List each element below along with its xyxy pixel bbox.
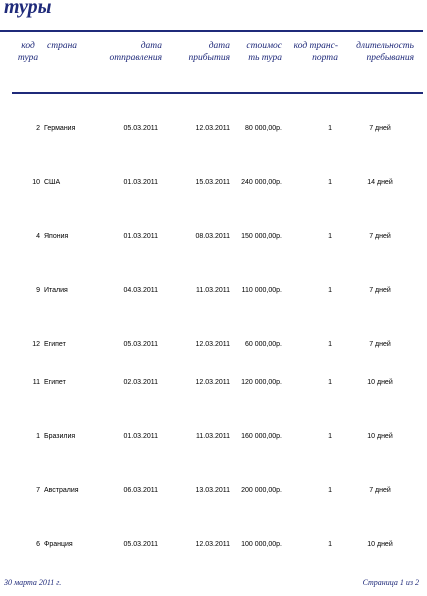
cell-tour-code: 9: [36, 287, 40, 294]
cell-arrival: 08.03.2011: [195, 233, 230, 240]
cell-country: США: [44, 179, 61, 186]
page-number: Страница 1 из 2: [362, 578, 419, 587]
cell-cost: 240 000,00р.: [241, 179, 282, 186]
cell-transport-code: 1: [328, 433, 332, 440]
column-header-transport: код транс- порта: [293, 41, 338, 63]
cell-departure: 05.03.2011: [123, 541, 158, 548]
column-header-departure: дата отправления: [109, 41, 162, 63]
cell-arrival: 11.03.2011: [196, 433, 230, 440]
cell-duration: 7 дней: [369, 341, 391, 348]
cell-transport-code: 1: [328, 179, 332, 186]
cell-tour-code: 10: [32, 179, 40, 186]
cell-duration: 10 дней: [367, 541, 393, 548]
cell-tour-code: 2: [36, 125, 40, 132]
column-header-cost: стоимос ть тура: [246, 41, 282, 63]
cell-country: Германия: [44, 125, 76, 132]
cell-arrival: 15.03.2011: [195, 179, 230, 186]
column-header-tour-code: код тура: [17, 41, 39, 63]
cell-country: Австралия: [44, 487, 79, 494]
cell-transport-code: 1: [328, 287, 332, 294]
column-header-country: страна: [47, 41, 78, 51]
cell-transport-code: 1: [328, 379, 332, 386]
cell-duration: 10 дней: [367, 433, 393, 440]
cell-tour-code: 1: [36, 433, 40, 440]
report-title: туры: [4, 0, 52, 18]
cell-arrival: 11.03.2011: [196, 287, 230, 294]
cell-duration: 7 дней: [369, 233, 391, 240]
cell-duration: 10 дней: [367, 379, 393, 386]
title-divider: [0, 30, 423, 32]
cell-transport-code: 1: [328, 125, 332, 132]
cell-tour-code: 6: [36, 541, 40, 548]
cell-transport-code: 1: [328, 487, 332, 494]
cell-cost: 100 000,00р.: [241, 541, 282, 548]
cell-duration: 14 дней: [367, 179, 393, 186]
cell-departure: 01.03.2011: [123, 433, 158, 440]
cell-country: Бразилия: [44, 433, 76, 440]
cell-tour-code: 7: [36, 487, 40, 494]
cell-cost: 150 000,00р.: [241, 233, 282, 240]
cell-departure: 01.03.2011: [123, 179, 158, 186]
cell-country: Япония: [44, 233, 69, 240]
cell-tour-code: 4: [36, 233, 40, 240]
cell-country: Италия: [44, 287, 68, 294]
cell-arrival: 12.03.2011: [195, 125, 230, 132]
cell-departure: 06.03.2011: [123, 487, 158, 494]
cell-cost: 200 000,00р.: [241, 487, 282, 494]
cell-transport-code: 1: [328, 341, 332, 348]
report-date: 30 марта 2011 г.: [4, 578, 62, 587]
cell-departure: 04.03.2011: [123, 287, 158, 294]
cell-duration: 7 дней: [369, 125, 391, 132]
cell-tour-code: 11: [32, 379, 40, 386]
cell-country: Египет: [44, 379, 66, 386]
cell-cost: 60 000,00р.: [245, 341, 282, 348]
cell-cost: 160 000,00р.: [241, 433, 282, 440]
header-divider: [12, 92, 423, 94]
cell-arrival: 12.03.2011: [195, 379, 230, 386]
cell-tour-code: 12: [32, 341, 40, 348]
column-header-arrival: дата прибытия: [188, 41, 230, 63]
cell-country: Египет: [44, 341, 66, 348]
cell-cost: 120 000,00р.: [241, 379, 282, 386]
cell-transport-code: 1: [328, 233, 332, 240]
cell-duration: 7 дней: [369, 487, 391, 494]
cell-departure: 05.03.2011: [123, 341, 158, 348]
cell-departure: 02.03.2011: [123, 379, 158, 386]
cell-cost: 80 000,00р.: [245, 125, 282, 132]
column-header-duration: длительность пребывания: [356, 41, 414, 63]
cell-transport-code: 1: [328, 541, 332, 548]
cell-arrival: 12.03.2011: [195, 341, 230, 348]
cell-departure: 01.03.2011: [123, 233, 158, 240]
cell-country: Франция: [44, 541, 73, 548]
cell-arrival: 13.03.2011: [195, 487, 230, 494]
cell-arrival: 12.03.2011: [195, 541, 230, 548]
cell-duration: 7 дней: [369, 287, 391, 294]
cell-cost: 110 000,00р.: [241, 287, 282, 294]
cell-departure: 05.03.2011: [123, 125, 158, 132]
